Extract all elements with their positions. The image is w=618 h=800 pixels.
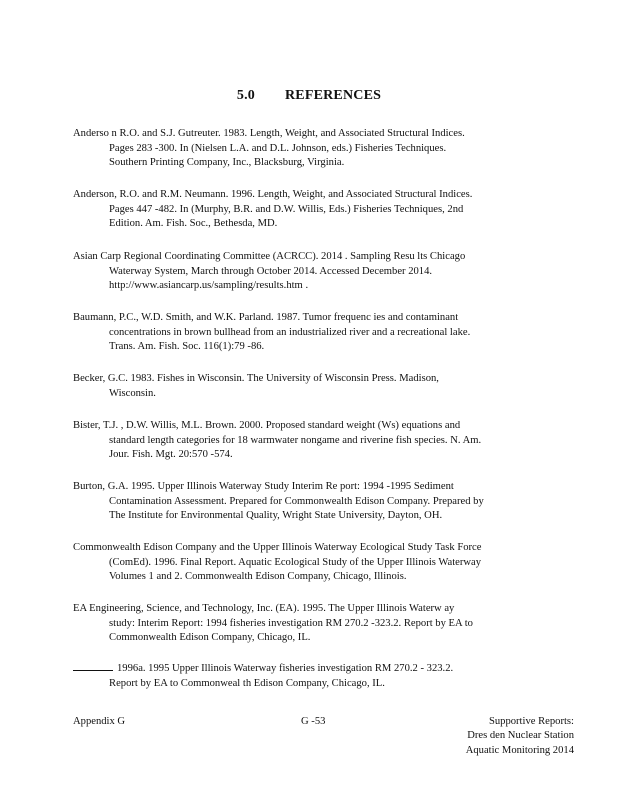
reference-continuation: (ComEd). 1996. Final Report. Aquatic Ecological Study of the Upper Illinois Waterway: [109, 556, 482, 568]
reference-continuation: standard length categories for 18 warmwater nongame and riverine fish species. N. Am.: [109, 434, 482, 446]
section-title: REFERENCES: [284, 88, 382, 103]
reference-continuation: Pages 447 -482. In (Murphy, B.R. and D.W. Willis, Eds.) Fisheries Techniques, 2nd: [109, 203, 464, 215]
section-heading: [0, 88, 618, 104]
ditto-rule: [73, 670, 113, 671]
reference-continuation: Edition. Am. Fish. Soc., Bethesda, MD.: [109, 218, 278, 230]
reference-continuation: Wisconsin.: [109, 387, 156, 399]
reference-first-line: EA Engineering, Science, and Technology, Inc. (EA). 1995. The Upper Illinois Waterw ay: [73, 603, 455, 614]
footer-report-line: Aquatic Monitoring 2014: [465, 744, 574, 756]
reference-entry: [73, 127, 553, 171]
reference-first-line: Anderson, R.O. and R.M. Neumann. 1996. Length, Weight, and Associated Structural Indices.: [73, 189, 473, 200]
reference-entry: [73, 480, 553, 524]
reference-first-line: Anderso n R.O. and S.J. Gutreuter. 1983. Length, Weight, and Associated Structural Indices.: [73, 128, 465, 139]
reference-continuation: Volumes 1 and 2. Commonwealth Edison Company, Chicago, Illinois.: [109, 571, 407, 583]
footer-report-line: Dres den Nuclear Station: [467, 730, 574, 742]
reference-continuation: Contamination Assessment. Prepared for Commonwealth Edison Company. Prepared by: [109, 495, 484, 507]
reference-continuation: Commonwealth Edison Company, Chicago, IL.: [109, 632, 311, 644]
footer-report-info: [466, 715, 574, 758]
reference-continuation: The Institute for Environmental Quality, Wright State University, Dayton, OH.: [109, 510, 443, 522]
reference-entry: [73, 188, 553, 232]
reference-first-line: Burton, G.A. 1995. Upper Illinois Waterway Study Interim Re port: 1994 -1995 Sediment: [73, 481, 454, 492]
reference-continuation: Report by EA to Commonweal th Edison Company, Chicago, IL.: [109, 677, 385, 689]
reference-continuation: study: Interim Report: 1994 fisheries investigation RM 270.2 -323.2. Report by EA to: [109, 617, 473, 629]
reference-entry: [73, 250, 553, 294]
reference-continuation: Trans. Am. Fish. Soc. 116(1):79 -86.: [109, 341, 265, 353]
reference-continuation: Pages 283 -300. In (Nielsen L.A. and D.L. Johnson, eds.) Fisheries Techniques.: [109, 142, 447, 154]
reference-entry: [73, 662, 553, 691]
reference-entry: [73, 541, 553, 585]
footer-report-line: Supportive Reports:: [488, 716, 574, 727]
reference-first-line: Bister, T.J. , D.W. Willis, M.L. Brown. 2000. Proposed standard weight (Ws) equations and: [73, 420, 461, 431]
reference-first-line: Asian Carp Regional Coordinating Committee (ACRCC). 2014 . Sampling Resu lts Chicago: [73, 251, 466, 262]
reference-continuation: Jour. Fish. Mgt. 20:570 -574.: [109, 449, 233, 461]
footer-page-number: G -53: [301, 716, 326, 727]
reference-first-line: Commonwealth Edison Company and the Upper Illinois Waterway Ecological Study Task Force: [73, 542, 482, 553]
reference-first-line: [73, 662, 553, 677]
reference-entry: [73, 602, 553, 646]
reference-continuation: Waterway System, March through October 2014. Accessed December 2014.: [109, 265, 433, 277]
reference-first-line: Becker, G.C. 1983. Fishes in Wisconsin. The University of Wisconsin Press. Madison,: [73, 373, 439, 384]
reference-entry: [73, 419, 553, 463]
reference-entry: [73, 372, 553, 401]
footer-appendix-label: Appendix G: [73, 716, 126, 727]
reference-first-line: Baumann, P.C., W.D. Smith, and W.K. Parland. 1987. Tumor frequenc ies and contaminant: [73, 312, 459, 323]
reference-continuation: concentrations in brown bullhead from an industrialized river and a recreational lake.: [109, 326, 471, 338]
reference-continuation: Southern Printing Company, Inc., Blacksburg, Virginia.: [109, 157, 345, 169]
section-number: 5.0: [236, 88, 255, 103]
reference-continuation: http://www.asiancarp.us/sampling/results.htm .: [109, 280, 309, 292]
reference-first-line-text: 1996a. 1995 Upper Illinois Waterway fisheries investigation RM 270.2 - 323.2.: [117, 663, 454, 674]
reference-entry: [73, 311, 553, 355]
